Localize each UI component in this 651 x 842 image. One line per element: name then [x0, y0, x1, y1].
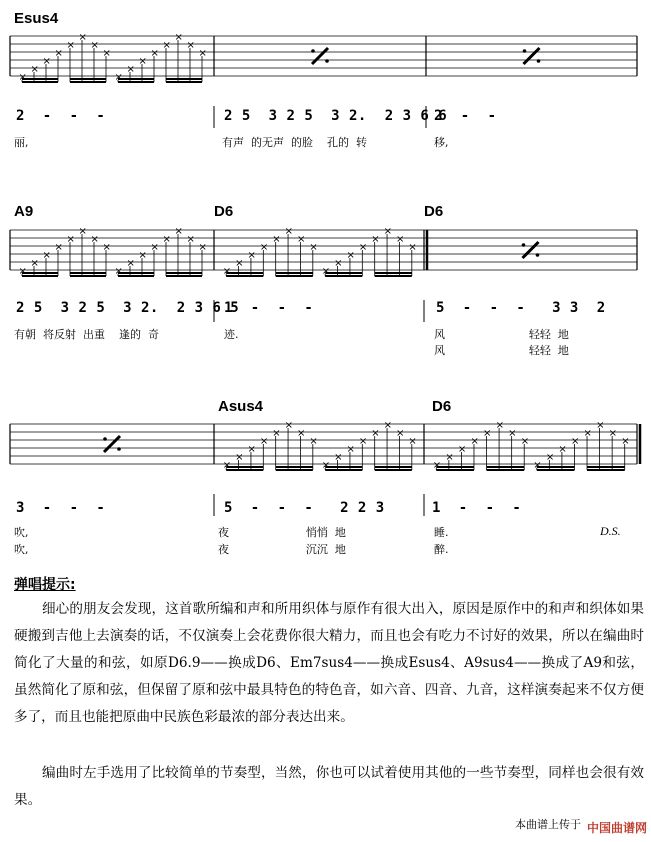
tab-x-mark: ×	[383, 420, 392, 431]
tab-x-mark: ×	[54, 242, 63, 253]
tab-x-mark: ×	[90, 234, 99, 245]
chord-esus4: Esus4	[14, 10, 59, 27]
tab-x-mark: ×	[90, 40, 99, 51]
jianpu-measure: 2 5 3 2 5 3 2. 2 3 6 5	[16, 300, 240, 316]
notes-heading: 弹唱提示:	[14, 577, 76, 593]
jianpu-measure: 2 - - -	[16, 108, 106, 124]
tab-x-mark: ×	[42, 56, 51, 67]
tab-x-mark: ×	[18, 266, 27, 277]
tab-x-mark: ×	[78, 32, 87, 43]
ds-marking: D.S.	[600, 524, 621, 538]
tab-x-mark: ×	[174, 32, 183, 43]
tab-x-mark: ×	[383, 226, 392, 237]
tab-x-mark: ×	[358, 436, 368, 447]
tab-x-mark: ×	[395, 428, 405, 439]
notes-paragraph-2: 编曲时左手选用了比较简单的节奏型，当然，你也可以试着使用其他的一些节奏型，同样也会很有效果。	[14, 765, 644, 808]
lyric-line: 移,	[434, 136, 449, 149]
tab-x-mark: ×	[174, 226, 183, 237]
tab-x-mark: ×	[408, 242, 417, 253]
tab-x-mark: ×	[470, 436, 479, 447]
tab-x-mark: ×	[54, 48, 63, 59]
tab-x-mark: ×	[150, 48, 159, 59]
jianpu-measure: 2 - -	[434, 108, 497, 124]
jianpu-measure: 2 5 3 2 5 3 2. 2 3 6 6	[224, 108, 448, 124]
tab-x-mark: ×	[259, 242, 269, 253]
measure-repeat-dot	[103, 437, 107, 441]
tab-x-mark: ×	[30, 258, 39, 269]
tab-x-mark: ×	[66, 234, 75, 245]
tab-x-mark: ×	[42, 250, 51, 261]
tab-x-mark: ×	[198, 48, 207, 59]
tab-x-mark: ×	[296, 234, 306, 245]
measure-repeat-dot	[537, 59, 541, 63]
tab-x-mark: ×	[186, 234, 195, 245]
tab-x-mark: ×	[126, 258, 135, 269]
site-logo: 中国曲谱网	[586, 821, 647, 835]
tab-x-mark: ×	[483, 428, 492, 439]
chord-asus4: Asus4	[218, 398, 264, 415]
jianpu-measure: 1 - - -	[432, 500, 522, 516]
jianpu-measure: 1 - - -	[224, 300, 314, 316]
measure-repeat-dot	[536, 253, 540, 257]
tab-x-mark: ×	[18, 72, 27, 83]
tab-x-mark: ×	[66, 40, 75, 51]
tab-x-mark: ×	[533, 460, 542, 471]
tab-x-mark: ×	[545, 452, 555, 463]
tab-x-mark: ×	[162, 40, 171, 51]
measure-repeat-dot	[523, 49, 527, 53]
tab-x-mark: ×	[334, 452, 343, 463]
lyric-line: 睡.	[434, 526, 449, 539]
tab-x-mark: ×	[621, 436, 630, 447]
lyric-line: 夜 沉沉 地	[218, 543, 346, 556]
tab-x-mark: ×	[235, 452, 244, 463]
tab-x-mark: ×	[520, 436, 530, 447]
lyric-line: 迹.	[224, 328, 239, 341]
chord-d6: D6	[424, 203, 444, 220]
tab-x-mark: ×	[162, 234, 171, 245]
lyric-line: 有朝 将反射 出重 逢的 奇	[14, 328, 159, 341]
lyric-line: 吹,	[14, 526, 29, 539]
tab-x-mark: ×	[138, 56, 147, 67]
tab-x-mark: ×	[346, 444, 355, 455]
measure-repeat-dot	[311, 49, 315, 53]
chord-d6: D6	[214, 203, 234, 220]
tab-x-mark: ×	[114, 72, 123, 83]
measure-repeat-dot	[117, 447, 121, 451]
tab-x-mark: ×	[309, 436, 318, 447]
tab-x-mark: ×	[138, 250, 147, 261]
notes-paragraph-1: 细心的朋友会发现，这首歌所编和声和所用织体与原作有很大出入，原因是原作中的和声和织体如果硬搬到吉他上去演奏的话，不仅演奏上会花费你很大精力，而且也会有吃力不讨好的效果，所以在编曲时简化了大量的和弦，如原D6.9——换成D6、Em7sus4——换成Esus4、A9sus4——换成了A9和弦，虽然简化了原和弦，但保留了原和弦中最具特色的特色音，如六音、四音、九音，这样演奏起来不仅方便多了，而且也能把原曲中民族色彩最浓的部分表达出来。	[14, 601, 644, 725]
tab-x-mark: ×	[395, 234, 405, 245]
tab-x-mark: ×	[346, 250, 355, 261]
tab-x-mark: ×	[495, 420, 504, 431]
tab-x-mark: ×	[272, 428, 281, 439]
tab-x-mark: ×	[30, 64, 39, 75]
measure-repeat-dot	[325, 59, 329, 63]
lyric-line: 风 轻轻 地	[434, 344, 569, 357]
lyric-line: 丽,	[14, 136, 29, 149]
tab-x-mark: ×	[235, 258, 244, 269]
jianpu-measure: 5 - - - 2 2 3	[224, 500, 385, 516]
tab-x-mark: ×	[259, 436, 269, 447]
lyric-line: 醉.	[434, 543, 449, 556]
tab-x-mark: ×	[222, 460, 232, 471]
tab-x-mark: ×	[608, 428, 618, 439]
measure-repeat-dot	[522, 243, 526, 247]
tab-x-mark: ×	[186, 40, 195, 51]
tab-x-mark: ×	[102, 242, 111, 253]
lyric-line: 夜 悄悄 地	[218, 526, 346, 539]
tab-x-mark: ×	[321, 460, 331, 471]
tab-x-mark: ×	[247, 250, 256, 261]
tab-x-mark: ×	[408, 436, 417, 447]
tab-x-mark: ×	[457, 444, 467, 455]
tab-x-mark: ×	[284, 226, 293, 237]
tab-x-mark: ×	[272, 234, 281, 245]
tab-x-mark: ×	[222, 266, 232, 277]
tab-x-mark: ×	[508, 428, 517, 439]
tab-x-mark: ×	[309, 242, 318, 253]
lyric-line: 有声 的无声 的脸 孔的 转	[222, 136, 367, 149]
jianpu-measure: 5 - - - 3 3 2	[436, 300, 606, 316]
chord-d6: D6	[432, 398, 452, 415]
tab-x-mark: ×	[334, 258, 343, 269]
tab-x-mark: ×	[570, 436, 580, 447]
tab-x-mark: ×	[78, 226, 87, 237]
tab-x-mark: ×	[284, 420, 293, 431]
tab-x-mark: ×	[596, 420, 605, 431]
jianpu-measure: 3 - - -	[16, 500, 106, 516]
tab-x-mark: ×	[198, 242, 207, 253]
tab-x-mark: ×	[321, 266, 331, 277]
tab-x-mark: ×	[126, 64, 135, 75]
tab-x-mark: ×	[102, 48, 111, 59]
tab-x-mark: ×	[247, 444, 256, 455]
tab-x-mark: ×	[583, 428, 592, 439]
tab-x-mark: ×	[114, 266, 123, 277]
tab-x-mark: ×	[358, 242, 368, 253]
tab-x-mark: ×	[296, 428, 306, 439]
footer-upload-text: 本曲谱上传于	[515, 818, 581, 831]
tab-x-mark: ×	[371, 234, 380, 245]
tab-x-mark: ×	[432, 460, 442, 471]
tab-x-mark: ×	[150, 242, 159, 253]
chord-a9: A9	[14, 203, 34, 220]
lyric-line: 风 轻轻 地	[434, 328, 569, 341]
tab-x-mark: ×	[445, 452, 454, 463]
tab-x-mark: ×	[371, 428, 380, 439]
tab-x-mark: ×	[558, 444, 567, 455]
lyric-line: 吹,	[14, 543, 29, 556]
